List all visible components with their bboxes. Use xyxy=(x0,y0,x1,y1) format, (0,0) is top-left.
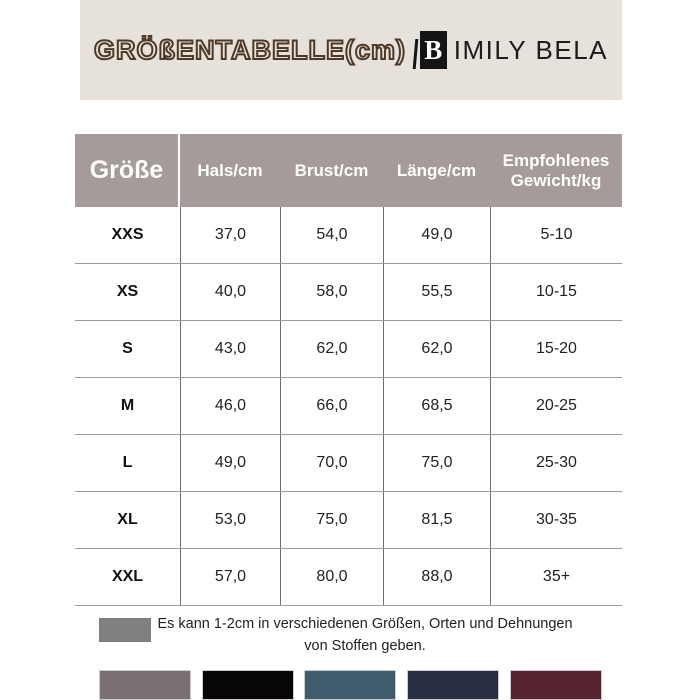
header-banner xyxy=(80,0,622,100)
cell-size: L xyxy=(122,454,133,471)
col-header-chest: Brust/cm xyxy=(294,160,369,180)
palette-swatch-black xyxy=(202,670,294,700)
cell-size: XL xyxy=(117,511,138,528)
brand-name: IMILY BELA xyxy=(453,34,608,65)
cell-weight: 35+ xyxy=(490,549,622,605)
palette-swatch-gray xyxy=(99,670,191,700)
note-color-swatch xyxy=(99,618,151,642)
cell-size: XS xyxy=(116,283,139,300)
brand-logo xyxy=(414,31,608,69)
cell-size: XXL xyxy=(111,568,144,585)
note-text xyxy=(150,613,580,658)
cell-weight: 30-35 xyxy=(490,492,622,548)
logo-letter: B xyxy=(424,34,443,65)
cell-neck: 43,0 xyxy=(180,321,280,377)
cell-length: 88,0 xyxy=(383,549,490,605)
cell-neck: 37,0 xyxy=(180,207,280,263)
cell-chest: 58,0 xyxy=(280,264,383,320)
cell-weight: 25-30 xyxy=(490,435,622,491)
cell-weight: 10-15 xyxy=(490,264,622,320)
cell-neck: 57,0 xyxy=(180,549,280,605)
table-row xyxy=(75,492,622,549)
page-title: GRÖßENTABELLE(cm) xyxy=(94,34,406,65)
logo-bar-shape xyxy=(412,39,418,69)
cell-chest: 80,0 xyxy=(280,549,383,605)
cell-chest: 75,0 xyxy=(280,492,383,548)
note-line-1: Es kann 1-2cm in verschiedenen Größen, Orten und Dehnungen xyxy=(157,616,573,632)
palette-swatch-burgundy xyxy=(510,670,602,700)
cell-length: 55,5 xyxy=(383,264,490,320)
col-header-length: Länge/cm xyxy=(396,160,477,180)
cell-length: 49,0 xyxy=(383,207,490,263)
table-header-row xyxy=(75,134,622,207)
table-row xyxy=(75,207,622,264)
table-row xyxy=(75,378,622,435)
cell-size: XXS xyxy=(111,226,144,243)
cell-chest: 54,0 xyxy=(280,207,383,263)
cell-neck: 46,0 xyxy=(180,378,280,434)
palette-swatch-navy xyxy=(407,670,499,700)
col-header-size: Größe xyxy=(75,134,180,207)
cell-chest: 70,0 xyxy=(280,435,383,491)
table-row xyxy=(75,435,622,492)
cell-length: 68,5 xyxy=(383,378,490,434)
cell-chest: 66,0 xyxy=(280,378,383,434)
col-header-weight: Empfohlenes Gewicht/kg xyxy=(502,150,610,190)
logo-letter-box xyxy=(420,31,447,69)
cell-weight: 20-25 xyxy=(490,378,622,434)
note-line-2: von Stoffen geben. xyxy=(304,638,426,655)
cell-size: M xyxy=(120,397,135,414)
table-row xyxy=(75,549,622,606)
cell-chest: 62,0 xyxy=(280,321,383,377)
cell-length: 62,0 xyxy=(383,321,490,377)
col-header-neck: Hals/cm xyxy=(197,160,263,180)
cell-neck: 49,0 xyxy=(180,435,280,491)
cell-neck: 40,0 xyxy=(180,264,280,320)
cell-size: S xyxy=(122,340,133,357)
cell-length: 75,0 xyxy=(383,435,490,491)
table-body xyxy=(75,207,622,606)
cell-length: 81,5 xyxy=(383,492,490,548)
cell-weight: 15-20 xyxy=(490,321,622,377)
size-table xyxy=(75,134,622,606)
cell-neck: 53,0 xyxy=(180,492,280,548)
table-row xyxy=(75,264,622,321)
brand-logo-icon xyxy=(414,31,447,69)
table-row xyxy=(75,321,622,378)
cell-weight: 5-10 xyxy=(490,207,622,263)
palette-swatch-teal xyxy=(304,670,396,700)
